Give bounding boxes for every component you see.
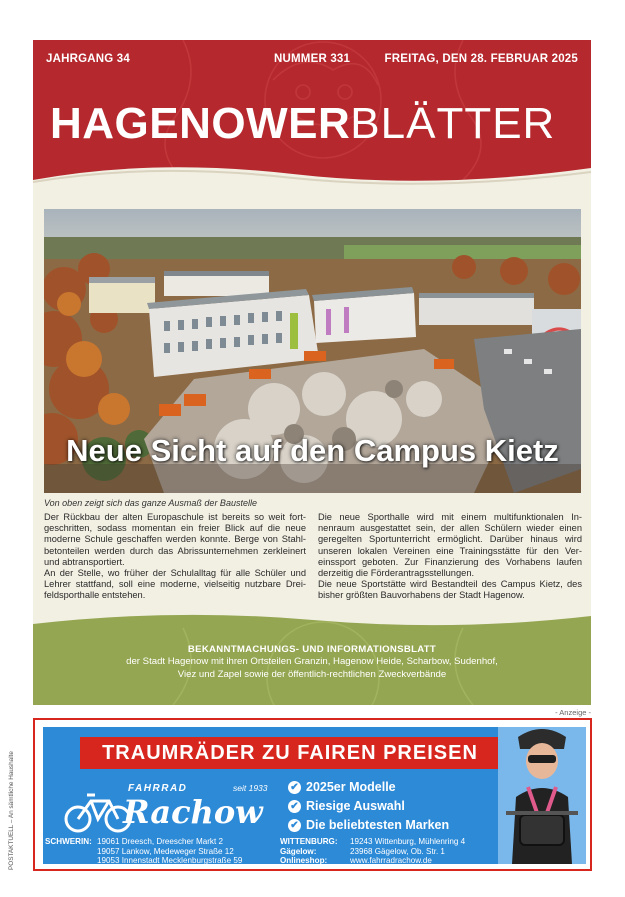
title-light: BLÄTTER [350,99,556,148]
cyclist-illustration [498,727,586,864]
check-icon: ✔ [288,800,301,813]
ad-background [43,727,578,864]
check-icon: ✔ [288,819,301,832]
address-value: 19243 Wittenburg, Mühlenring 4 [350,837,466,846]
article-paragraph: Die neue Sportstätte wird Bestandteil des Campus Kietz, des bisher größten Bauvorhabens der Stadt Hagenow. [318,579,582,601]
other-addresses [280,837,465,866]
lead-headline: Neue Sicht auf den Campus Kietz [66,433,559,468]
feature-item: ✔ Riesige Auswahl [288,798,405,814]
info-band-line: Viez und Zapel sowie der öffentlich-rechtlichen Zweckverbände [177,668,447,680]
address-line: 19057 Lankow, Medeweger Straße 12 [97,846,234,856]
advertisement [33,718,592,871]
address-key: Gägelow: [280,846,317,856]
shop-url[interactable]: www.fahrradrachow.de [350,856,432,866]
logo-name: Rachow [123,793,263,831]
address-key: WITTENBURG: [280,837,338,846]
photo-caption: Von oben zeigt sich das ganze Ausmaß der Baustelle [44,498,257,508]
logo-since: seit 1933 [233,783,268,793]
article-paragraph: An der Stelle, wo früher der Schulalltag für alle Schüler und Lehrer stattfand, soll eine moderne, vielseitig nutzbare Drei-feldsporthalle entstehen. [44,568,306,601]
ad-label: - Anzeige - [555,708,591,717]
masthead [33,40,591,190]
masthead-meta [46,53,578,69]
article-paragraph: Der Rückbau der alten Europaschule ist bereits so weit fort-geschritten, sodass momentan ein freier Blick auf die neue moderne Schule geschaffen werden konnte. Berge von Stahl-betonteilen werden durch das Abrissunternehmen zerkleinert und abtransportiert. [44,512,306,567]
info-band-heading: BEKANNTMACHUNGS- UND INFORMATIONSBLATT [187,644,437,655]
address-key: Onlineshop: [280,856,328,866]
volume-label: JAHRGANG 34 [46,53,130,65]
schwerin-addresses [45,837,242,866]
feature-item: ✔ Die beliebtesten Marken [288,817,449,833]
newspaper-title [50,98,555,150]
ad-banner: TRAUMRÄDER ZU FAIREN PREISEN [80,737,500,769]
cyclist-photo [498,727,586,864]
info-band-line: der Stadt Hagenow mit ihren Ortsteilen Granzin, Hagenow Heide, Scharbow, Sudenhof, [126,656,498,668]
title-bold: HAGENOWER [50,99,351,148]
rachow-logo [63,777,283,837]
info-band-text [33,644,591,681]
issue-label: NUMMER 331 [274,53,351,65]
issue-date: FREITAG, DEN 28. FEBRUAR 2025 [384,53,578,65]
feature-item: ✔ 2025er Modelle [288,779,396,795]
city-label: SCHWERIN: [45,837,92,846]
article-column-right [318,512,582,602]
info-band [33,608,591,705]
address-line: 19061 Dreesch, Dreescher Markt 2 [97,837,223,846]
address-line: 19053 Innenstadt Mecklenburgstraße 59 [97,856,243,866]
article-column-left [44,512,306,602]
check-icon: ✔ [288,781,301,794]
address-value: 23968 Gägelow, Ob. Str. 1 [350,846,445,856]
lead-photo [44,209,581,493]
postal-note: POSTAKTUELL – An sämtliche Haushalte [8,751,15,870]
logo-fahrrad: FAHRRAD [128,783,188,794]
article-paragraph: Die neue Sporthalle wird mit einem multifunktionalen In-nenraum ausgestattet sein, der allen Schülern wieder einen geregelten Sportunterricht ermöglicht. Darüber hinaus wird unseren lokalen Vereinen eine Trainingsstätte für den Ver-einssport geboten. Zur Finanzierung des Vorhabens laufen derzeitig die Förderantragsstellungen. [318,512,582,579]
